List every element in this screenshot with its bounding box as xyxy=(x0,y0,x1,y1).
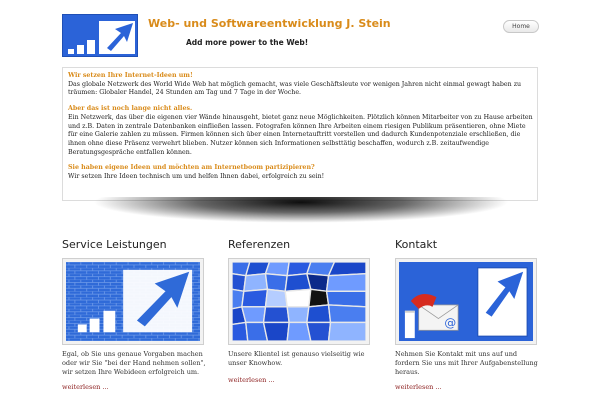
intro-heading-1: Wir setzen Ihre Internet-Ideen um! xyxy=(68,72,193,79)
service-title: Service Leistungen xyxy=(62,238,167,251)
intro-heading-2: Aber das ist noch lange nicht alles. xyxy=(68,105,193,113)
intro-text-1: Das globale Netzwerk des World Wide Web hat möglich gemacht, was viele Geschäftsleute vor wenigen Jahren nicht einmal gewagt haben zu träumen: Globaler Handel, 24 Stunden am Tag und 7 Tage in der Woche. xyxy=(68,80,522,97)
service-column xyxy=(62,238,207,391)
service-text: Egal, ob Sie uns genaue Vorgaben machen oder wir Sie "bei der Hand nehmen sollen", wir setzen Ihre Webideen erfolgreich um. xyxy=(62,350,206,376)
references-column xyxy=(228,238,373,384)
cursor-arrow-icon xyxy=(63,15,138,57)
intro-box xyxy=(62,67,538,201)
nav-home-button[interactable]: Home xyxy=(503,20,539,33)
contact-column xyxy=(395,238,540,391)
brick-cursor-icon xyxy=(66,262,200,341)
site-logo[interactable] xyxy=(62,14,138,57)
mosaic-icon xyxy=(232,262,366,341)
service-more-link[interactable]: weiterlesen ... xyxy=(62,383,109,391)
references-more-link[interactable]: weiterlesen ... xyxy=(228,376,275,384)
service-image[interactable] xyxy=(62,258,204,345)
site-slogan: Add more power to the Web! xyxy=(186,38,309,47)
contact-more-link[interactable]: weiterlesen ... xyxy=(395,383,442,391)
site-title[interactable]: Web- und Softwareentwicklung J. Stein xyxy=(148,17,391,30)
intro-text-3: Wir setzen Ihre Ideen technisch um und helfen Ihnen dabei, erfolgreich zu sein! xyxy=(68,173,325,181)
contact-title: Kontakt xyxy=(395,238,438,251)
contact-text: Nehmen Sie Kontakt mit uns auf und fordern Sie uns mit Ihrer Aufgabenstellung heraus. xyxy=(395,350,538,376)
references-title: Referenzen xyxy=(228,238,291,251)
references-text: Unsere Klientel ist genauso vielseitig wie unser Knowhow. xyxy=(228,350,365,367)
contact-image[interactable] xyxy=(395,258,537,345)
svg-text:@: @ xyxy=(444,315,457,330)
intro-text-2: Ein Netzwerk, das über die eigenen vier Wände hinausgeht, bietet ganz neue Möglichkeiten. Plötzlich können Mitarbeiter von zu Hause arbeiten und z.B. Daten in zentrale Datenbanken einfließen lassen. Fotografen können Ihre Arbeiten einem riesigen Publikum präsentieren, ohne Miete für eine Galerie zahlen zu müssen. Firmen können sich über einen Internetauftritt vorstellen und dadurch Kundenpotenziale erschließen, die ihnen ohne diese Präsenz verwehrt blieben. Nutzer können sich Informationen selbsttätig beschaffen, wodurch z.B. zeitaufwendige Beratungsgespräche entfallen können. xyxy=(68,113,533,156)
intro-heading-3: Sie haben eigene Ideen und möchten am Internetboom partizipieren? xyxy=(68,164,315,172)
references-image[interactable] xyxy=(228,258,370,345)
intro-shadow xyxy=(92,197,510,223)
email-phone-icon xyxy=(399,262,533,341)
